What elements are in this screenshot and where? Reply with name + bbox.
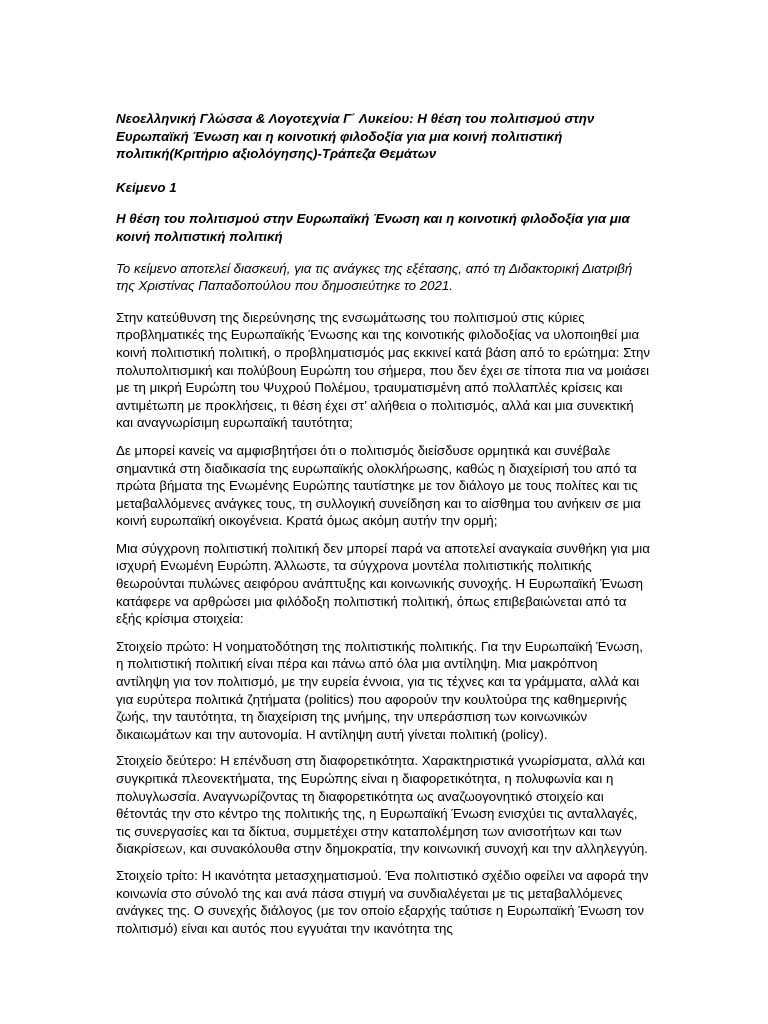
paragraph: Στοιχείο τρίτο: Η ικανότητα μετασχηματισμού. Ένα πολιτιστικό σχέδιο οφείλει να αφορά την κοινωνία στο σύνολό της και ανά πάσα στιγμή να συνδιαλέγεται με τις μεταβαλλόμενες ανάγκες της. Ο συνεχής διάλογος (με τον οποίο εξαρχής ταύτισε η Ευρωπαϊκή Ένωση τον πολιτισμό) είναι και αυτός που εγγυάται την ικανότητα της [116,867,649,936]
paragraph: Δε μπορεί κανείς να αμφισβητήσει ότι ο πολιτισμός διείσδυσε ορμητικά και συνέβαλε σημαντικά στη διαδικασία της ευρωπαϊκής ολοκλήρωσης, καθώς η διαχείρισή του από τα πρώτα βήματα της Ενωμένης Ευρώπης ταυτίστηκε με τον διάλογο με τους πολίτες και τις μεταβαλλόμενες ανάγκες τους, τη συλλογική συνείδηση και το αίσθημα του ανήκειν σε μια κοινή ευρωπαϊκή οικογένεια. Κρατά όμως ακόμη αυτήν την ορμή; [116,442,641,529]
text-label: Κείμενο 1 [116,179,177,195]
document-page [116,110,651,947]
document-title: Νεοελληνική Γλώσσα & Λογοτεχνία Γ΄ Λυκείου: Η θέση του πολιτισμού στην Ευρωπαϊκή Ένωση και η κοινοτική φιλοδοξία για μια κοινή πολιτιστική πολιτική(Κριτήριο αξιολόγησης)-Τράπεζα Θεμάτων [116,111,595,162]
text-heading: Η θέση του πολιτισμού στην Ευρωπαϊκή Ένωση και η κοινοτική φιλοδοξία για μια κοινή πολιτιστική πολιτική [116,211,630,244]
paragraph: Στοιχείο δεύτερο: Η επένδυση στη διαφορετικότητα. Χαρακτηριστικά γνωρίσματα, αλλά και συγκριτικά πλεονεκτήματα, της Ευρώπης είναι η διαφορετικότητα, η πολυφωνία και η πολυγλωσσία. Αναγνωρίζοντας τη διαφορετικότητα ως αναζωογονητικό στοιχείο και θέτοντάς την στο κέντρο της πολιτικής της, η Ευρωπαϊκή Ένωση ενισχύει τις ανταλλαγές, τις συνεργασίες και τα δίκτυα, συμμετέχει στην καταπολέμηση των ανισοτήτων και των διακρίσεων, και συνακόλουθα στην δημοκρατία, την κοινωνική συνοχή και την αλληλεγγύη. [116,753,649,857]
paragraph: Στοιχείο πρώτο: Η νοηματοδότηση της πολιτιστικής πολιτικής. Για την Ευρωπαϊκή Ένωση, η πολιτιστική πολιτική είναι πέρα και πάνω από όλα μια αντίληψη. Μια μακρόπνοη αντίληψη για τον πολιτισμό, με την ευρεία έννοια, για τις τέχνες και τα γράμματα, αλλά και για ευρύτερα πολιτικά ζητήματα (politics) που αφορούν την κουλτούρα της καθημερινής ζωής, την ταυτότητα, τη διαχείριση της μνήμης, την υπεράσπιση των κοινωνικών δικαιωμάτων και την αυτονομία. Η αντίληψη αυτή γίνεται πολιτική (policy). [116,638,643,742]
intro-note: Το κείμενο αποτελεί διασκευή, για τις ανάγκες της εξέτασης, από τη Διδακτορική Διατριβή της Χριστίνας Παπαδοπούλου που δημοσιεύτηκε το 2021. [116,260,633,294]
paragraph: Μια σύγχρονη πολιτιστική πολιτική δεν μπορεί παρά να αποτελεί αναγκαία συνθήκη για μια ισχυρή Ενωμένη Ευρώπη. Άλλωστε, τα σύγχρονα μοντέλα πολιτιστικής πολιτικής θεωρούνται πυλώνες αειφόρου ανάπτυξης και κοινωνικής συνοχής. Η Ευρωπαϊκή Ένωση κατάφερε να αρθρώσει μια φιλόδοξη πολιτιστική πολιτική, όπως επιβεβαιώνεται από τα εξής κρίσιμα στοιχεία: [116,540,650,627]
paragraph: Στην κατεύθυνση της διερεύνησης της ενσωμάτωσης του πολιτισμού στις κύριες προβληματικές της Ευρωπαϊκής Ένωσης και της κοινοτικής φιλοδοξίας να υλοποιηθεί μια κοινή πολιτιστική πολιτική, ο προβληματισμός μας εκκινεί κατά βάση από το ερώτημα: Στην πολυπολιτισμική και πολύβουη Ευρώπη του σήμερα, που δεν έχει σε τίποτα πια να μοιάσει με τη μικρή Ευρώπη του Ψυχρού Πολέμου, τραυματισμένη από πολλαπλές κρίσεις και αντιμέτωπη με προκλήσεις, τι θέση έχει στ’ αλήθεια ο πολιτισμός, αλλά και μια συνεκτική και αναγνωρίσιμη ευρωπαϊκή ταυτότητα; [116,309,651,431]
